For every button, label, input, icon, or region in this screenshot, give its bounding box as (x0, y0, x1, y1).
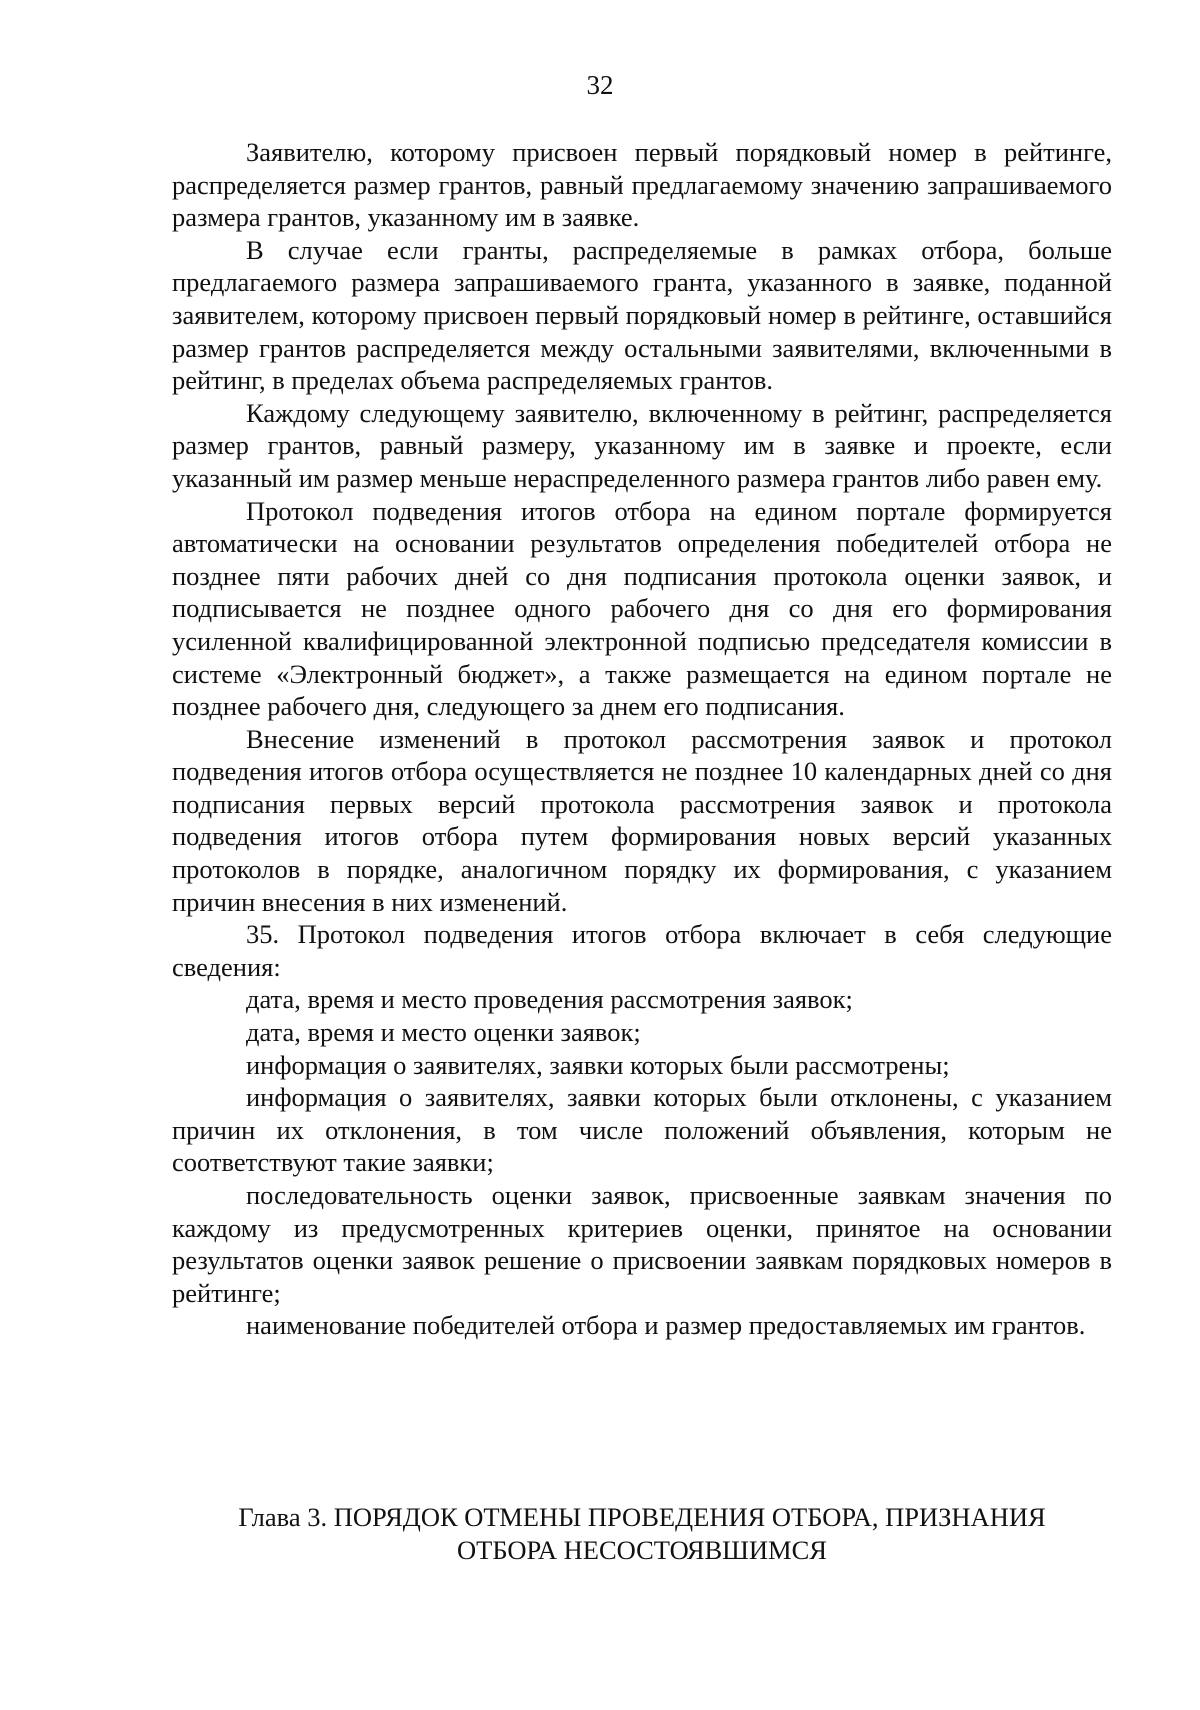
document-body (172, 136, 1112, 1342)
list-item-reviewed-applicants: информация о заявителях, заявки которых были рассмотрены; (246, 1049, 950, 1080)
list-item-rejected-applicants: информация о заявителях, заявки которых были отклонены, с указанием причин их отклонения, в том числе положений объявления, которым не соответствуют такие заявки; (172, 1082, 1112, 1178)
list-item-evaluation-date: дата, время и место оценки заявок; (246, 1017, 641, 1048)
chapter-heading-line-1: Глава 3. ПОРЯДОК ОТМЕНЫ ПРОВЕДЕНИЯ ОТБОРА, ПРИЗНАНИЯ (238, 1502, 1046, 1532)
paragraph-results-protocol: Протокол подведения итогов отбора на едином портале формируется автоматически на основании результатов определения победителей отбора не позднее пяти рабочих дней со дня подписания протокола оценки заявок, и подписывается не позднее одного рабочего дня со дня его формирования усиленной квалифицированной электронной подписью председателя комиссии в системе «Электронный бюджет», а также размещается на едином портале не позднее рабочего дня, следующего за днем его подписания. (172, 495, 1112, 722)
paragraph-item-35: 35. Протокол подведения итогов отбора включает в себя следующие сведения: (172, 919, 1112, 982)
paragraph-protocol-changes: Внесение изменений в протокол рассмотрения заявок и протокол подведения итогов отбора осуществляется не позднее 10 календарных дней со дня подписания первых версий протокола рассмотрения заявок и протокола подведения итогов отбора путем формирования новых версий указанных протоколов в порядке, аналогичном порядку их формирования, с указанием причин внесения в них изменений. (172, 723, 1112, 917)
paragraph-next-applicant: Каждому следующему заявителю, включенному в рейтинг, распределяется размер грантов, равный размеру, указанному им в заявке и проекте, если указанный им размер меньше нераспределенного размера грантов либо равен ему. (172, 397, 1112, 493)
list-item-winners: наименование победителей отбора и размер предоставляемых им грантов. (246, 1310, 1086, 1341)
list-item-review-date: дата, время и место проведения рассмотрения заявок; (246, 984, 853, 1015)
list-item-evaluation-sequence: последовательность оценки заявок, присвоенные заявкам значения по каждому из предусмотренных критериев оценки, принятое на основании результатов оценки заявок решение о присвоении заявкам порядковых номеров в рейтинге; (172, 1180, 1112, 1308)
chapter-heading (172, 1501, 1112, 1567)
chapter-heading-line-2: ОТБОРА НЕСОСТОЯВШИМСЯ (457, 1535, 827, 1565)
page-number: 32 (586, 70, 614, 100)
paragraph-remaining-grants: В случае если гранты, распределяемые в рамках отбора, больше предлагаемого размера запрашиваемого гранта, указанного в заявке, поданной заявителем, которому присвоен первый порядковый номер в рейтинге, оставшийся размер грантов распределяется между остальными заявителями, включенными в рейтинг, в пределах объема распределяемых грантов. (172, 234, 1112, 396)
paragraph-grant-first-rank: Заявителю, которому присвоен первый порядковый номер в рейтинге, распределяется размер грантов, равный предлагаемому значению запрашиваемого размера грантов, указанному им в заявке. (172, 137, 1112, 233)
